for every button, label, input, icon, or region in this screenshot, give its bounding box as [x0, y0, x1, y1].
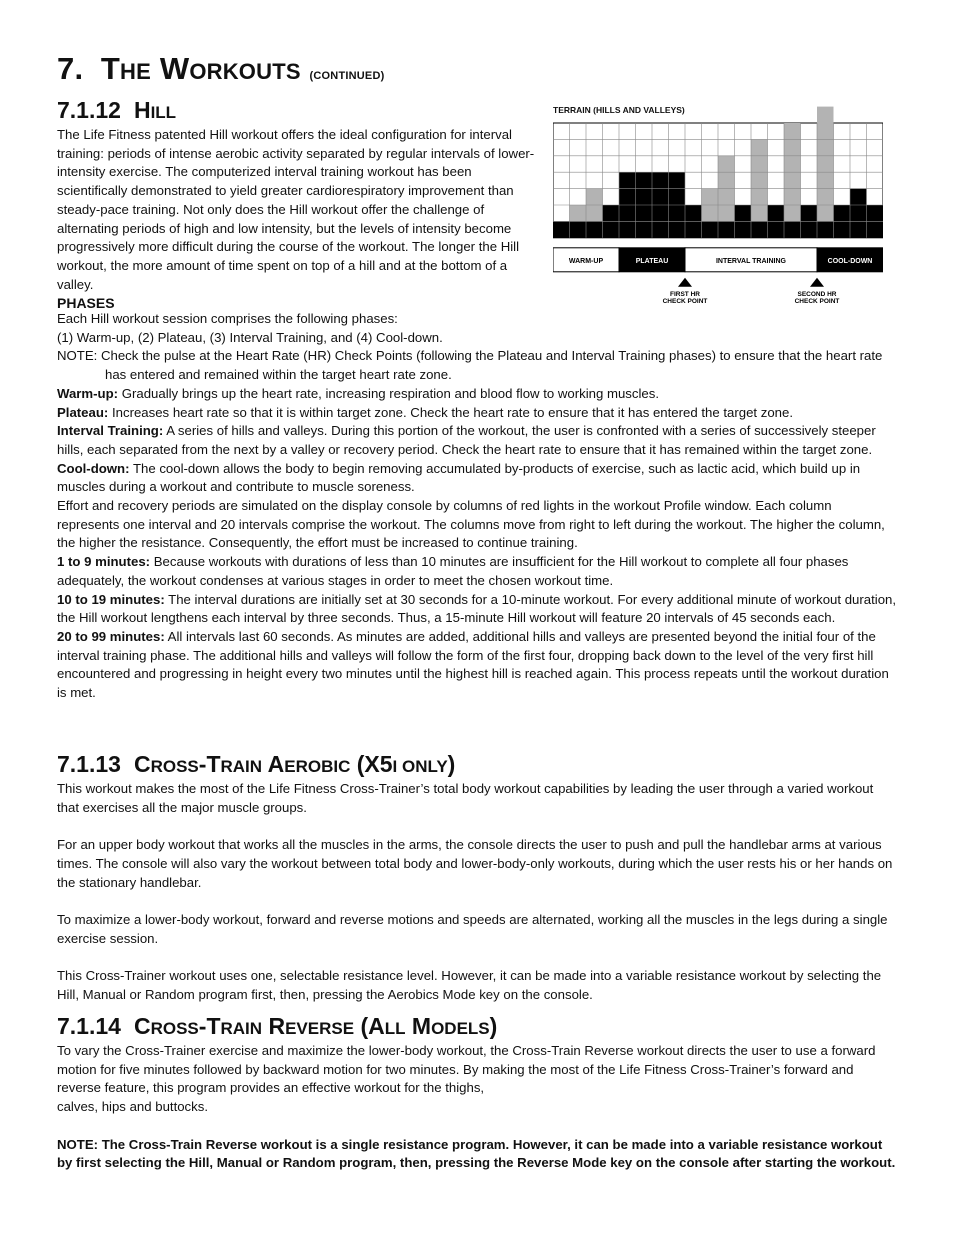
terrain-column: [570, 205, 587, 221]
heading-initial: H: [133, 97, 151, 123]
chapter-continued: (CONTINUED): [309, 70, 385, 82]
min20-para: [57, 628, 897, 703]
phase-label: INTERVAL TRAINING: [715, 257, 787, 265]
heading-part: -: [198, 751, 207, 777]
heading-part: (X5: [356, 751, 393, 777]
terrain-column: [768, 205, 785, 221]
cross-aerobic-p1: This workout makes the most of the Life Fitness Cross-Trainer’s total body workout capabilities by leading the user through a varied workout that exercises all the major muscle groups.: [57, 781, 874, 815]
section-number: 7.1.13: [57, 751, 121, 777]
checkpoint-label: FIRST HR: [670, 290, 700, 298]
cross-aerobic-p2: For an upper body workout that works all the muscles in the arms, the console directs the user to push and pull the handlebar arms at various times. The console will also vary the workout between total body and lower-body-only workouts, during which the user rests his or her hands on the stationary handlebar.: [57, 837, 893, 890]
cross-reverse-p1a: To vary the Cross-Trainer exercise and maximize the lower-body workout, the Cross-Train Reverse workout directs the user to use a forward motion for five minutes followed by backward motion for two minutes. By making the most of the Life Fitness Cross-Trainer’s forward and reverse feature, this program provides an effective workout for the thighs,: [57, 1043, 876, 1096]
cooldown-label: Cool-down:: [57, 460, 130, 476]
terrain-column: [735, 205, 752, 221]
heading-part: T: [206, 1013, 221, 1039]
heading-part: I ONLY: [392, 757, 448, 776]
section-hill: [57, 97, 542, 313]
min10-para: [57, 591, 897, 628]
interval-para: [57, 422, 897, 459]
heading-part: ROSS: [150, 1019, 199, 1038]
terrain-column: [636, 172, 653, 221]
heading-part: -: [198, 1013, 207, 1039]
checkpoint-label: SECOND HR: [797, 290, 837, 298]
heading-part: LL: [384, 1019, 406, 1038]
terrain-column: [652, 172, 669, 221]
hill-intro: The Life Fitness patented Hill workout offers the ideal configuration for interval training: periods of intense aerobic activity separated by regular intervals of lower-intensity exercise. The computerized interval training workout has been scientifically demonstrated to yield greater cardiorespiratory improvement than steady-pace training. Not only does the Hill workout offer the challenge of alternating periods of high and low intensity, but the levels of intensity become progressively more difficult during the course of the workout. The longer the Hill workout, the more amount of time spent on top of a hill and at the bottom of a valley.: [57, 127, 535, 292]
chapter-title: [57, 51, 384, 94]
chapter-title-initial-t: T: [100, 51, 121, 86]
section-cross-aerobic-heading: [57, 751, 897, 780]
checkpoint-label: CHECK POINT: [794, 297, 840, 305]
heading-part: EVERSE: [285, 1019, 355, 1038]
hill-details: [57, 310, 897, 703]
heading-rest: ILL: [150, 103, 177, 122]
heading-part: M: [411, 1013, 432, 1039]
checkpoint-arrow: [678, 278, 692, 287]
chapter-title-initial-w: W: [159, 51, 190, 86]
cooldown-text: The cool-down allows the body to begin removing accumulated by-products of exercise, such as lactic acid, which build up in muscles during a workout and contribute to muscle soreness.: [57, 460, 861, 495]
section-number: 7.1.14: [57, 1013, 121, 1039]
warmup-label: Warm-up:: [57, 385, 119, 401]
cross-reverse-p1b: calves, hips and buttocks.: [57, 1099, 209, 1115]
phases-heading: PHASES: [57, 295, 115, 312]
interval-label: Interval Training:: [57, 423, 164, 439]
phases-list: (1) Warm-up, (2) Plateau, (3) Interval Training, and (4) Cool-down.: [57, 329, 443, 345]
terrain-column: [834, 205, 851, 221]
plateau-para: [57, 404, 897, 423]
hr-note: NOTE: Check the pulse at the Heart Rate (HR) Check Points (following the Plateau and Interval Training phases) to ensure that the heart rate has entered and remained within the target heart rate zone.: [57, 348, 883, 383]
terrain-column: [669, 172, 686, 221]
heading-part: RAIN: [220, 1019, 263, 1038]
chapter-title-he: HE: [120, 59, 152, 84]
plateau-text: Increases heart rate so that it is within target zone. Check the heart rate to ensure that it has entered the target zone.: [108, 404, 793, 420]
cooldown-para: [57, 460, 897, 497]
section-cross-train-reverse: [57, 1013, 897, 1173]
min20-text: All intervals last 60 seconds. As minutes are added, additional hills and valleys are presented beyond the initial four of the interval training phase. The additional hills and valleys will follow the form of the first four, dropping back down to the level of the very first hill encountered and progressing in height every two minutes until the highest hill is reached again. This process repeats until the workout duration is met.: [57, 628, 889, 701]
terrain-column: [801, 205, 818, 221]
heading-part: EROBIC: [284, 757, 351, 776]
heading-part: C: [133, 751, 151, 777]
heading-part: ): [489, 1013, 498, 1039]
min10-text: The interval durations are initially set at 30 seconds for a 10-minute workout. For every additional minute of workout duration, the Hill workout lengthens each interval by three seconds. Thus, a 15-minute Hill workout will feature 20 intervals of 45 seconds each.: [57, 591, 897, 626]
terrain-column: [751, 139, 768, 221]
phases-line: Each Hill workout session comprises the following phases:: [57, 311, 398, 326]
section-number: 7.1.12: [57, 97, 121, 123]
heading-part: ): [447, 751, 456, 777]
heading-part: RAIN: [220, 757, 263, 776]
section-cross-train-aerobic: [57, 751, 897, 1004]
chapter-number: 7.: [57, 51, 84, 86]
min20-label: 20 to 99 minutes:: [57, 628, 165, 644]
phase-label: COOL-DOWN: [827, 257, 873, 265]
min1-para: [57, 553, 897, 590]
min10-label: 10 to 19 minutes:: [57, 591, 165, 607]
heading-part: T: [206, 751, 221, 777]
terrain-chart-svg: [553, 105, 883, 310]
heading-part: ODELS: [431, 1019, 490, 1038]
heading-part: R: [268, 1013, 286, 1039]
cross-aerobic-p3: To maximize a lower-body workout, forward and reverse motions and speeds are alternated, working all the muscles in the legs during a single exercise session.: [57, 911, 888, 946]
terrain-column: [603, 205, 620, 221]
terrain-chart: [553, 105, 883, 310]
warmup-para: [57, 385, 897, 404]
heading-part: A: [267, 751, 285, 777]
interval-text: A series of hills and valleys. During this portion of the workout, the user is confronted with a series of successively steeper hills, each separated from the next by a valley or recovery period. Check the heart rate to ensure that it has remained within the target zone.: [57, 423, 876, 457]
checkpoint-arrow: [810, 278, 824, 287]
chart-title: TERRAIN (HILLS AND VALLEYS): [553, 105, 685, 115]
terrain-column: [867, 205, 884, 221]
phase-label: PLATEAU: [635, 257, 669, 265]
heading-part: C: [133, 1013, 151, 1039]
heading-part: ROSS: [150, 757, 199, 776]
cross-reverse-note: NOTE: The Cross-Train Reverse workout is a single resistance program. However, it can be made into a variable resistance workout by first selecting the Hill, Manual or Random program, then, pressing the Reverse Mode key on the console after starting the workout.: [57, 1136, 896, 1171]
min1-text: Because workouts with durations of less than 10 minutes are insufficient for the Hill workout to complete all four phases adequately, the workout condenses at various stages in order to meet the chosen workout time.: [57, 554, 849, 588]
chapter-title-orkouts: ORKOUTS: [189, 59, 301, 84]
section-hill-heading: [57, 97, 542, 126]
terrain-column: [685, 205, 702, 221]
cross-aerobic-p4: This Cross-Trainer workout uses one, selectable resistance level. However, it can be made into a variable resistance workout by selecting the Hill, Manual or Random program first, then, pressing the Aerobics Mode key on the console.: [57, 967, 882, 1002]
min1-label: 1 to 9 minutes:: [57, 554, 151, 570]
checkpoint-label: CHECK POINT: [662, 297, 708, 305]
terrain-column: [817, 107, 834, 222]
plateau-label: Plateau:: [57, 404, 109, 420]
section-cross-reverse-heading: [57, 1013, 897, 1042]
effort-para: Effort and recovery periods are simulated on the display console by columns of red lights in the workout Profile window. Each column represents one interval and 20 intervals comprise the workout. The columns move from right to left during the workout. The higher the column, the higher the resistance. Consequently, the effort must be increased to continue training.: [57, 498, 885, 551]
terrain-column: [619, 172, 636, 221]
phase-label: WARM-UP: [568, 257, 604, 265]
heading-part: (A: [360, 1013, 385, 1039]
warmup-text: Gradually brings up the heart rate, increasing respiration and blood flow to working muscles.: [118, 385, 660, 401]
